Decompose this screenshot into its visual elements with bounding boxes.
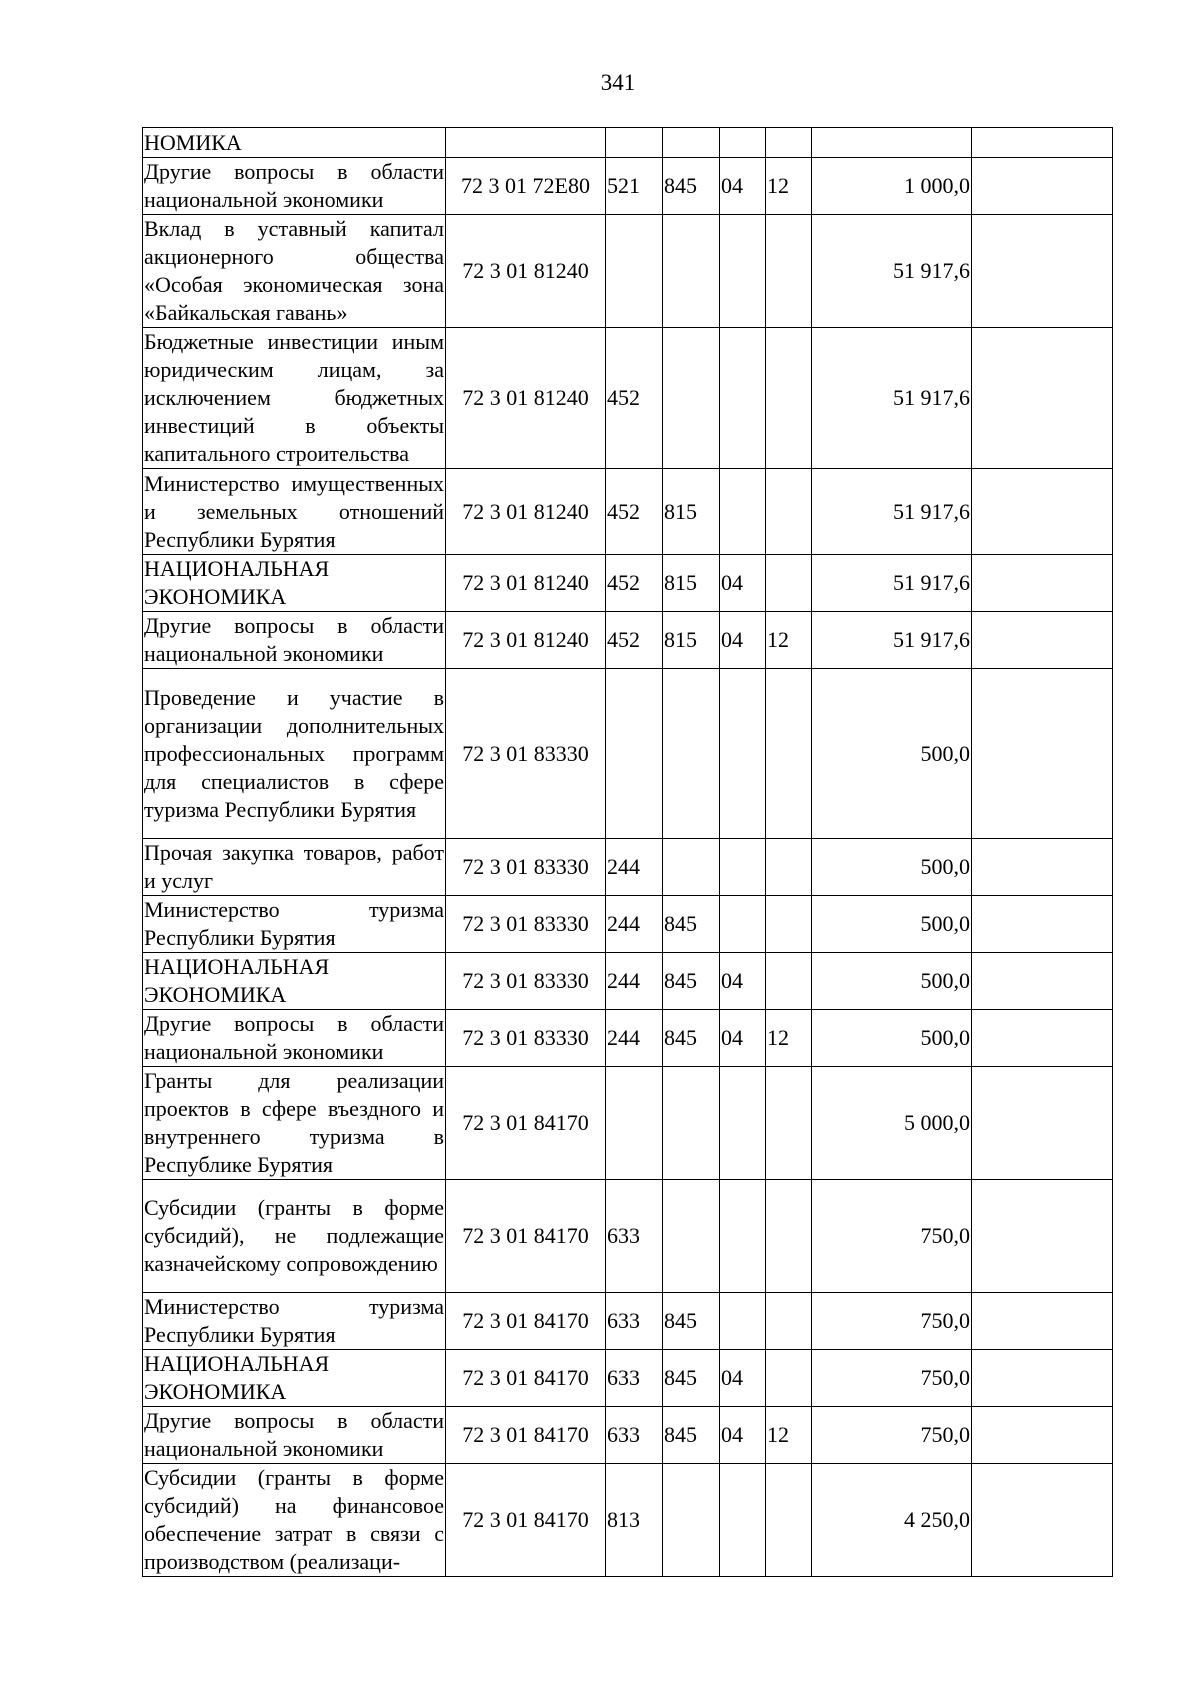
expense-type-cell: 452: [606, 612, 663, 669]
row-name-cell: Проведение и участие в организации дополнительных профессиональных программ для специалистов в сфере туризма Республики Бурятия: [143, 669, 446, 839]
table-row: [143, 839, 1113, 896]
administrator-code-cell: 815: [663, 555, 720, 612]
target-article-cell: 72 3 01 72Е80: [446, 158, 606, 215]
table-row: [143, 1180, 1113, 1293]
administrator-code-cell: [663, 839, 720, 896]
section-cell: [720, 1293, 766, 1350]
administrator-code-cell: [663, 128, 720, 158]
empty-cell: [972, 1464, 1113, 1577]
section-cell: [720, 669, 766, 839]
amount-cell: 51 917,6: [812, 215, 972, 328]
budget-table: [142, 127, 1113, 1577]
expense-type-cell: 633: [606, 1350, 663, 1407]
target-article-cell: 72 3 01 84170: [446, 1407, 606, 1464]
empty-cell: [972, 896, 1113, 953]
amount-cell: 1 000,0: [812, 158, 972, 215]
table-row: [143, 669, 1113, 839]
empty-cell: [972, 555, 1113, 612]
empty-cell: [972, 158, 1113, 215]
administrator-code-cell: [663, 1067, 720, 1180]
row-name-cell: Другие вопросы в области национальной экономики: [143, 1407, 446, 1464]
page-number: 341: [600, 70, 636, 95]
expense-type-cell: 452: [606, 555, 663, 612]
amount-cell: 500,0: [812, 896, 972, 953]
row-name-cell: Министерство имущественных и земельных отношений Республики Бурятия: [143, 469, 446, 555]
subsection-cell: [766, 1464, 812, 1577]
table-row: [143, 1010, 1113, 1067]
target-article-cell: 72 3 01 81240: [446, 215, 606, 328]
target-article-cell: 72 3 01 81240: [446, 555, 606, 612]
expense-type-cell: 452: [606, 328, 663, 469]
row-name-cell: Прочая закупка товаров, работ и услуг: [143, 839, 446, 896]
section-cell: 04: [720, 1350, 766, 1407]
amount-cell: 750,0: [812, 1350, 972, 1407]
administrator-code-cell: [663, 1180, 720, 1293]
section-cell: 04: [720, 555, 766, 612]
expense-type-cell: 452: [606, 469, 663, 555]
section-cell: 04: [720, 953, 766, 1010]
table-row: [143, 1350, 1113, 1407]
amount-cell: 750,0: [812, 1180, 972, 1293]
section-cell: [720, 1180, 766, 1293]
subsection-cell: [766, 215, 812, 328]
subsection-cell: [766, 669, 812, 839]
administrator-code-cell: 845: [663, 896, 720, 953]
target-article-cell: 72 3 01 81240: [446, 469, 606, 555]
administrator-code-cell: 845: [663, 1010, 720, 1067]
subsection-cell: 12: [766, 612, 812, 669]
amount-cell: [812, 128, 972, 158]
expense-type-cell: 633: [606, 1293, 663, 1350]
amount-cell: 51 917,6: [812, 612, 972, 669]
row-name-cell: Министерство туризма Республики Бурятия: [143, 896, 446, 953]
row-name-cell: Вклад в уставный капитал акционерного общества «Особая экономическая зона «Байкальская гавань»: [143, 215, 446, 328]
subsection-cell: [766, 555, 812, 612]
table-row: [143, 896, 1113, 953]
empty-cell: [972, 128, 1113, 158]
amount-cell: 500,0: [812, 669, 972, 839]
section-cell: [720, 896, 766, 953]
administrator-code-cell: 845: [663, 1407, 720, 1464]
table-row: [143, 1464, 1113, 1577]
amount-cell: 750,0: [812, 1293, 972, 1350]
target-article-cell: 72 3 01 81240: [446, 328, 606, 469]
table-row: [143, 328, 1113, 469]
table-row: [143, 128, 1113, 158]
row-name-cell: Другие вопросы в области национальной экономики: [143, 1010, 446, 1067]
row-name-cell: Гранты для реализации проектов в сфере въездного и внутреннего туризма в Республике Бурятия: [143, 1067, 446, 1180]
expense-type-cell: [606, 215, 663, 328]
target-article-cell: 72 3 01 83330: [446, 839, 606, 896]
amount-cell: 500,0: [812, 1010, 972, 1067]
section-cell: [720, 1464, 766, 1577]
empty-cell: [972, 1067, 1113, 1180]
administrator-code-cell: [663, 328, 720, 469]
target-article-cell: 72 3 01 83330: [446, 669, 606, 839]
empty-cell: [972, 669, 1113, 839]
table-row: [143, 612, 1113, 669]
subsection-cell: 12: [766, 1010, 812, 1067]
table-row: [143, 1293, 1113, 1350]
subsection-cell: [766, 1350, 812, 1407]
amount-cell: 4 250,0: [812, 1464, 972, 1577]
empty-cell: [972, 1350, 1113, 1407]
subsection-cell: [766, 469, 812, 555]
expense-type-cell: 244: [606, 1010, 663, 1067]
subsection-cell: [766, 896, 812, 953]
subsection-cell: [766, 328, 812, 469]
expense-type-cell: 244: [606, 953, 663, 1010]
target-article-cell: [446, 128, 606, 158]
section-cell: [720, 839, 766, 896]
section-cell: 04: [720, 1407, 766, 1464]
administrator-code-cell: [663, 1464, 720, 1577]
row-name-cell: НАЦИОНАЛЬНАЯ ЭКОНОМИКА: [143, 555, 446, 612]
row-name-cell: Другие вопросы в области национальной экономики: [143, 158, 446, 215]
table-row: [143, 555, 1113, 612]
table-row: [143, 1407, 1113, 1464]
empty-cell: [972, 839, 1113, 896]
subsection-cell: [766, 128, 812, 158]
target-article-cell: 72 3 01 84170: [446, 1067, 606, 1180]
section-cell: 04: [720, 1010, 766, 1067]
amount-cell: 5 000,0: [812, 1067, 972, 1180]
target-article-cell: 72 3 01 84170: [446, 1180, 606, 1293]
empty-cell: [972, 215, 1113, 328]
empty-cell: [972, 1180, 1113, 1293]
expense-type-cell: [606, 669, 663, 839]
expense-type-cell: [606, 128, 663, 158]
administrator-code-cell: 845: [663, 1293, 720, 1350]
row-name-cell: Министерство туризма Республики Бурятия: [143, 1293, 446, 1350]
expense-type-cell: [606, 1067, 663, 1180]
expense-type-cell: 521: [606, 158, 663, 215]
table-row: [143, 1067, 1113, 1180]
row-name-cell: НАЦИОНАЛЬНАЯ ЭКОНОМИКА: [143, 1350, 446, 1407]
empty-cell: [972, 612, 1113, 669]
administrator-code-cell: 815: [663, 612, 720, 669]
administrator-code-cell: 815: [663, 469, 720, 555]
empty-cell: [972, 1293, 1113, 1350]
subsection-cell: [766, 1067, 812, 1180]
empty-cell: [972, 1010, 1113, 1067]
target-article-cell: 72 3 01 81240: [446, 612, 606, 669]
administrator-code-cell: 845: [663, 158, 720, 215]
section-cell: [720, 128, 766, 158]
target-article-cell: 72 3 01 84170: [446, 1293, 606, 1350]
expense-type-cell: 633: [606, 1180, 663, 1293]
expense-type-cell: 244: [606, 896, 663, 953]
amount-cell: 750,0: [812, 1407, 972, 1464]
expense-type-cell: 633: [606, 1407, 663, 1464]
table-row: [143, 469, 1113, 555]
table-row: [143, 158, 1113, 215]
row-name-cell: Другие вопросы в области национальной экономики: [143, 612, 446, 669]
table-row: [143, 215, 1113, 328]
section-cell: [720, 215, 766, 328]
expense-type-cell: 813: [606, 1464, 663, 1577]
subsection-cell: 12: [766, 158, 812, 215]
section-cell: [720, 469, 766, 555]
row-name-cell: НАЦИОНАЛЬНАЯ ЭКОНОМИКА: [143, 953, 446, 1010]
section-cell: 04: [720, 612, 766, 669]
empty-cell: [972, 953, 1113, 1010]
table-row: [143, 953, 1113, 1010]
subsection-cell: 12: [766, 1407, 812, 1464]
amount-cell: 51 917,6: [812, 328, 972, 469]
empty-cell: [972, 1407, 1113, 1464]
row-name-cell: Бюджетные инвестиции иным юридическим лицам, за исключением бюджетных инвестиций в объекты капитального строительства: [143, 328, 446, 469]
target-article-cell: 72 3 01 84170: [446, 1464, 606, 1577]
administrator-code-cell: [663, 215, 720, 328]
target-article-cell: 72 3 01 83330: [446, 953, 606, 1010]
administrator-code-cell: 845: [663, 1350, 720, 1407]
amount-cell: 51 917,6: [812, 555, 972, 612]
table-body: [143, 128, 1113, 1577]
target-article-cell: 72 3 01 84170: [446, 1350, 606, 1407]
subsection-cell: [766, 1293, 812, 1350]
target-article-cell: 72 3 01 83330: [446, 1010, 606, 1067]
empty-cell: [972, 328, 1113, 469]
administrator-code-cell: 845: [663, 953, 720, 1010]
row-name-cell: Субсидии (гранты в форме субсидий), не подлежащие казначейскому сопровождению: [143, 1180, 446, 1293]
administrator-code-cell: [663, 669, 720, 839]
subsection-cell: [766, 839, 812, 896]
empty-cell: [972, 469, 1113, 555]
section-cell: [720, 1067, 766, 1180]
row-name-cell: НОМИКА: [143, 128, 446, 158]
amount-cell: 500,0: [812, 839, 972, 896]
row-name-cell: Субсидии (гранты в форме субсидий) на финансовое обеспечение затрат в связи с производством (реализаци-: [143, 1464, 446, 1577]
expense-type-cell: 244: [606, 839, 663, 896]
subsection-cell: [766, 1180, 812, 1293]
amount-cell: 500,0: [812, 953, 972, 1010]
section-cell: [720, 328, 766, 469]
subsection-cell: [766, 953, 812, 1010]
amount-cell: 51 917,6: [812, 469, 972, 555]
section-cell: 04: [720, 158, 766, 215]
target-article-cell: 72 3 01 83330: [446, 896, 606, 953]
